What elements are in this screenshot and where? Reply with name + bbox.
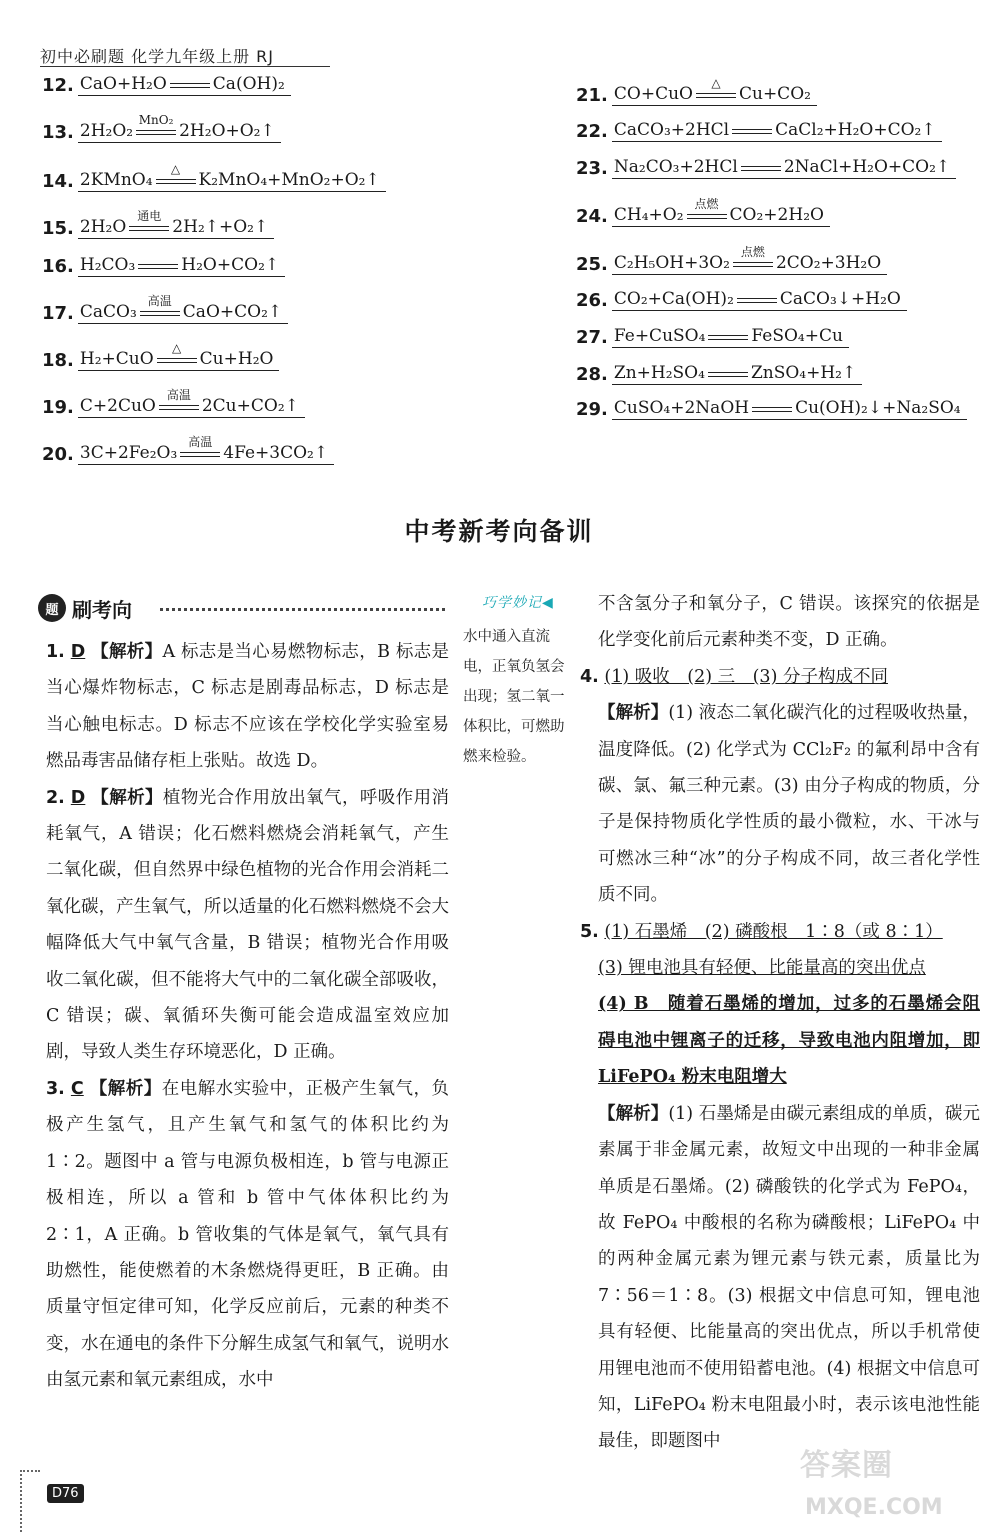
equation-reactants: 2H₂O	[79, 217, 127, 237]
q5-answer-3: (4) B 随着石墨烯的增加，过多的石墨烯会阻碍电池中锂离子的迁移，导致电池内阻增加，即 LiFePO₄ 粉末电阻增大	[598, 994, 980, 1088]
equation-body	[78, 209, 274, 239]
equation-number: 23.	[576, 158, 608, 179]
equation-row	[42, 209, 274, 243]
condition-text: MnO₂	[138, 113, 174, 127]
equals-sign	[159, 405, 199, 410]
q2-text: 植物光合作用放出氧气，呼吸作用消耗氧气，A 错误；化石燃料燃烧会消耗氧气，产生二氧化碳，但自然界中绿色植物的光合作用会消耗二氧化碳，产生氧气，所以适量的化石燃料燃烧不会大幅降低大气中氧气含量，B 错误；植物光合作用吸收二氧化碳，但不能将大气中的二氧化碳全部吸收，C 错误；碳、氧循环失衡可能会造成温室效应加剧，导致人类生存环境恶化，D 正确。	[46, 787, 449, 1063]
equation-number: 13.	[42, 122, 74, 143]
q2-tag: 【解析】	[91, 787, 163, 808]
equation-products: CaO+CO₂↑	[182, 302, 283, 322]
equation-body	[612, 398, 967, 420]
reaction-condition	[129, 209, 169, 237]
page-header: 初中必刷题 化学九年级上册 RJ	[40, 47, 275, 66]
reaction-condition	[733, 245, 773, 273]
equation-products: CaCO₃↓+H₂O	[779, 289, 901, 309]
q4-analysis	[580, 695, 980, 913]
watermark-url: MXQE.COM	[805, 1495, 943, 1520]
q3-number: 3.	[46, 1078, 65, 1099]
equals-sign	[741, 166, 781, 171]
side-note-title: 巧学妙记◀	[482, 595, 554, 611]
equation-products: CaCl₂+H₂O+CO₂↑	[775, 120, 936, 140]
equation-body	[612, 120, 942, 142]
equation-body	[78, 341, 280, 371]
q3-continued: 不含氢分子和氧分子，C 错误。该探究的依据是化学变化前后元素种类不变，D 正确。	[598, 594, 980, 651]
equation-row	[42, 388, 305, 422]
reaction-condition	[696, 76, 736, 104]
q3-text: 在电解水实验中，正极产生氧气，负极产生氢气，且产生氧气和氢气的体积比约为 1∶2。题图中 a 管与电源负极相连，b 管与电源正极相连，所以 a 管和 b 管中气体体积比约为 2∶1，A 正确。b 管收集的气体是氧气，氧气具有助燃性，能使燃着的木条燃烧得更旺，B 正确。由质量守恒定律可知，化学反应前后，元素的种类不变，水在通电的条件下分解生成氢气和氧气，说明水由氢元素和氧元素组成，水中	[46, 1078, 449, 1391]
equals-sign	[170, 83, 210, 88]
reaction-condition	[741, 166, 781, 177]
reaction-condition	[180, 435, 220, 463]
equation-row	[42, 74, 291, 100]
equation-row	[42, 113, 281, 147]
reaction-condition	[732, 129, 772, 140]
equation-number: 20.	[42, 444, 74, 465]
q3-tag: 【解析】	[89, 1078, 162, 1099]
right-column	[580, 586, 980, 1460]
reaction-condition	[752, 407, 792, 418]
equation-row	[576, 245, 887, 279]
equation-row	[576, 326, 849, 352]
equation-number: 15.	[42, 218, 74, 239]
section-badge	[38, 592, 132, 624]
condition-text: 高温	[166, 388, 191, 402]
reaction-condition	[136, 113, 176, 141]
condition-text: 高温	[188, 435, 213, 449]
equation-body	[612, 245, 887, 275]
equation-body	[612, 157, 956, 179]
equation-row	[576, 120, 942, 146]
equation-products: ZnSO₄+H₂↑	[750, 363, 857, 383]
equals-sign	[129, 226, 169, 231]
condition-text: 点燃	[740, 245, 765, 259]
equals-sign	[732, 129, 772, 134]
condition-text: 通电	[137, 209, 162, 223]
equation-reactants: CO₂+Ca(OH)₂	[613, 289, 734, 309]
header-rule	[40, 66, 330, 67]
equation-number: 14.	[42, 171, 74, 192]
equation-number: 12.	[42, 75, 74, 96]
equation-row	[576, 289, 907, 315]
equation-number: 17.	[42, 303, 74, 324]
q4-answer: (1) 吸收 (2) 三 (3) 分子构成不同	[604, 666, 888, 687]
equation-reactants: CuSO₄+2NaOH	[613, 398, 750, 418]
equals-sign	[138, 264, 178, 269]
reaction-condition	[159, 388, 199, 416]
equation-number: 18.	[42, 350, 74, 371]
equation-number: 24.	[576, 206, 608, 227]
reaction-condition	[708, 335, 748, 346]
question-2	[46, 780, 449, 1071]
q5-text: (1) 石墨烯是由碳元素组成的单质，碳元素属于非金属元素，故短文中出现的一种非金属单质是石墨烯。(2) 磷酸铁的化学式为 FePO₄，故 FePO₄ 中酸根的名称为磷酸根；LiFePO₄ 中的两种金属元素为锂元素与铁元素，质量比为 7∶56＝1∶8。(3) 根据文中信息可知，锂电池具有轻便、比能量高的突出优点，所以手机常使用锂电池而不使用铅蓄电池。(4) 根据文中信息可知，LiFePO₄ 粉末电阻最小时，表示该电池性能最佳，即题图中	[598, 1103, 980, 1452]
equation-reactants: Zn+H₂SO₄	[613, 363, 705, 383]
question-5	[580, 914, 980, 950]
equals-sign	[696, 93, 736, 98]
equation-number: 21.	[576, 85, 608, 106]
equation-products: FeSO₄+Cu	[751, 326, 843, 346]
q4-number: 4.	[580, 666, 599, 687]
equation-number: 25.	[576, 254, 608, 275]
equation-row	[576, 363, 862, 389]
reaction-condition	[138, 264, 178, 275]
equation-reactants: CaCO₃+2HCl	[613, 120, 730, 140]
equation-body	[78, 388, 305, 418]
equation-row	[576, 157, 956, 183]
equation-reactants: 2H₂O₂	[79, 121, 134, 141]
dotted-rule	[160, 608, 445, 611]
equation-products: 2H₂↑+O₂↑	[172, 217, 269, 237]
badge-icon: 题	[38, 594, 66, 622]
equation-number: 28.	[576, 364, 608, 385]
equation-products: CO₂+2H₂O	[729, 205, 824, 225]
q4-text: (1) 液态二氧化碳汽化的过程吸收热量，温度降低。(2) 化学式为 CCl₂F₂ 的氟利昂中含有碳、氯、氟三种元素。(3) 由分子构成的物质，分子是保持物质化学性质的最小微粒，水、干冰与可燃冰三种“冰”的分子构成不同，故三者化学性质不同。	[598, 703, 980, 906]
q2-answer: D	[70, 787, 86, 808]
equation-products: 2NaCl+H₂O+CO₂↑	[783, 157, 951, 177]
equation-body	[612, 197, 830, 227]
q5-answer-2: (3) 锂电池具有轻便、比能量高的突出优点	[598, 958, 926, 979]
q1-text: A 标志是当心易燃物标志，B 标志是当心爆炸物标志，C 标志是剧毒品标志，D 标志是当心触电标志。D 标志不应该在学校化学实验室易燃品毒害品储存柜上张贴。故选 D。	[46, 642, 449, 772]
q5-answer-1: (1) 石墨烯 (2) 磷酸根 1∶8（或 8∶1）	[604, 921, 943, 942]
equation-reactants: H₂CO₃	[79, 255, 136, 275]
equation-products: 2Cu+CO₂↑	[201, 396, 299, 416]
equation-row	[576, 197, 830, 231]
equation-body	[612, 363, 862, 385]
equation-number: 26.	[576, 290, 608, 311]
watermark-logo: 答案圈	[800, 1448, 893, 1483]
question-4	[580, 659, 980, 695]
reaction-condition	[157, 341, 197, 369]
condition-text: △	[170, 162, 181, 176]
equation-reactants: C+2CuO	[79, 396, 156, 416]
equals-sign	[752, 407, 792, 412]
equation-body	[612, 76, 817, 106]
equals-sign	[140, 311, 180, 316]
equation-number: 19.	[42, 397, 74, 418]
equation-products: Ca(OH)₂	[212, 74, 285, 94]
page-number: D76	[47, 1484, 84, 1503]
section-title: 中考新考向备训	[404, 517, 594, 546]
condition-text: △	[172, 341, 182, 355]
equation-reactants: 3C+2Fe₂O₃	[79, 443, 178, 463]
q3-answer: C	[70, 1078, 84, 1099]
equals-sign	[737, 298, 777, 303]
condition-text: △	[711, 76, 721, 90]
equation-row	[576, 76, 817, 110]
equation-body	[78, 255, 285, 277]
equals-sign	[687, 214, 727, 219]
equation-products: 2H₂O+O₂↑	[179, 121, 275, 141]
condition-text: 高温	[147, 294, 172, 308]
q1-number: 1.	[46, 642, 65, 662]
equation-row	[42, 162, 386, 196]
q5-answer-block	[580, 950, 980, 1096]
q1-tag: 【解析】	[91, 642, 163, 662]
reaction-condition	[140, 294, 180, 322]
page-corner-dots	[20, 1470, 40, 1532]
q5-number: 5.	[580, 921, 599, 942]
equation-body	[78, 162, 386, 192]
equation-reactants: CH₄+O₂	[613, 205, 684, 225]
equation-reactants: CaO+H₂O	[79, 74, 167, 94]
equals-sign	[157, 358, 197, 363]
condition-text: 点燃	[694, 197, 719, 211]
equals-sign	[708, 335, 748, 340]
q5-tag: 【解析】	[598, 1103, 669, 1124]
equation-body	[612, 289, 907, 311]
equation-number: 29.	[576, 399, 608, 420]
reaction-condition	[156, 162, 196, 190]
equation-reactants: H₂+CuO	[79, 349, 154, 369]
equation-products: Cu+H₂O	[199, 349, 274, 369]
equation-row	[42, 435, 334, 469]
equation-body	[78, 294, 288, 324]
equation-number: 22.	[576, 121, 608, 142]
q4-tag: 【解析】	[598, 703, 669, 724]
equation-row	[42, 255, 285, 281]
equation-products: K₂MnO₄+MnO₂+O₂↑	[198, 170, 380, 190]
q5-analysis	[580, 1096, 980, 1460]
equation-reactants: Fe+CuSO₄	[613, 326, 706, 346]
equation-body	[78, 113, 281, 143]
equals-sign	[708, 372, 748, 377]
equation-products: Cu+CO₂	[738, 84, 811, 104]
badge-label: 刷考向	[72, 597, 132, 622]
reaction-condition	[170, 83, 210, 94]
equation-reactants: Na₂CO₃+2HCl	[613, 157, 738, 177]
equation-reactants: C₂H₅OH+3O₂	[613, 253, 730, 273]
left-column	[46, 634, 449, 1399]
equation-body	[78, 435, 334, 465]
reaction-condition	[737, 298, 777, 309]
question-3	[46, 1071, 449, 1399]
reaction-condition	[708, 372, 748, 383]
equation-products: Cu(OH)₂↓+Na₂SO₄	[795, 398, 961, 418]
equation-row	[42, 341, 279, 375]
equation-body	[612, 326, 849, 348]
q1-answer: D	[70, 642, 86, 662]
equation-products: H₂O+CO₂↑	[181, 255, 280, 275]
equation-products: 4Fe+3CO₂↑	[223, 443, 329, 463]
reaction-condition	[687, 197, 727, 225]
equation-number: 16.	[42, 256, 74, 277]
equation-row	[576, 398, 967, 424]
equals-sign	[156, 179, 196, 184]
equation-number: 27.	[576, 327, 608, 348]
equation-row	[42, 294, 288, 328]
equals-sign	[180, 452, 220, 457]
equals-sign	[136, 130, 176, 135]
side-note-text: 水中通入直流电，正氧负氢会出现；氢二氧一体积比，可燃助燃来检验。	[463, 629, 565, 765]
equals-sign	[733, 262, 773, 267]
equation-reactants: 2KMnO₄	[79, 170, 153, 190]
q2-number: 2.	[46, 787, 65, 808]
equation-products: 2CO₂+3H₂O	[775, 253, 882, 273]
question-1	[46, 634, 449, 780]
equation-body	[78, 74, 291, 96]
equation-reactants: CO+CuO	[613, 84, 693, 104]
equation-reactants: CaCO₃	[79, 302, 137, 322]
